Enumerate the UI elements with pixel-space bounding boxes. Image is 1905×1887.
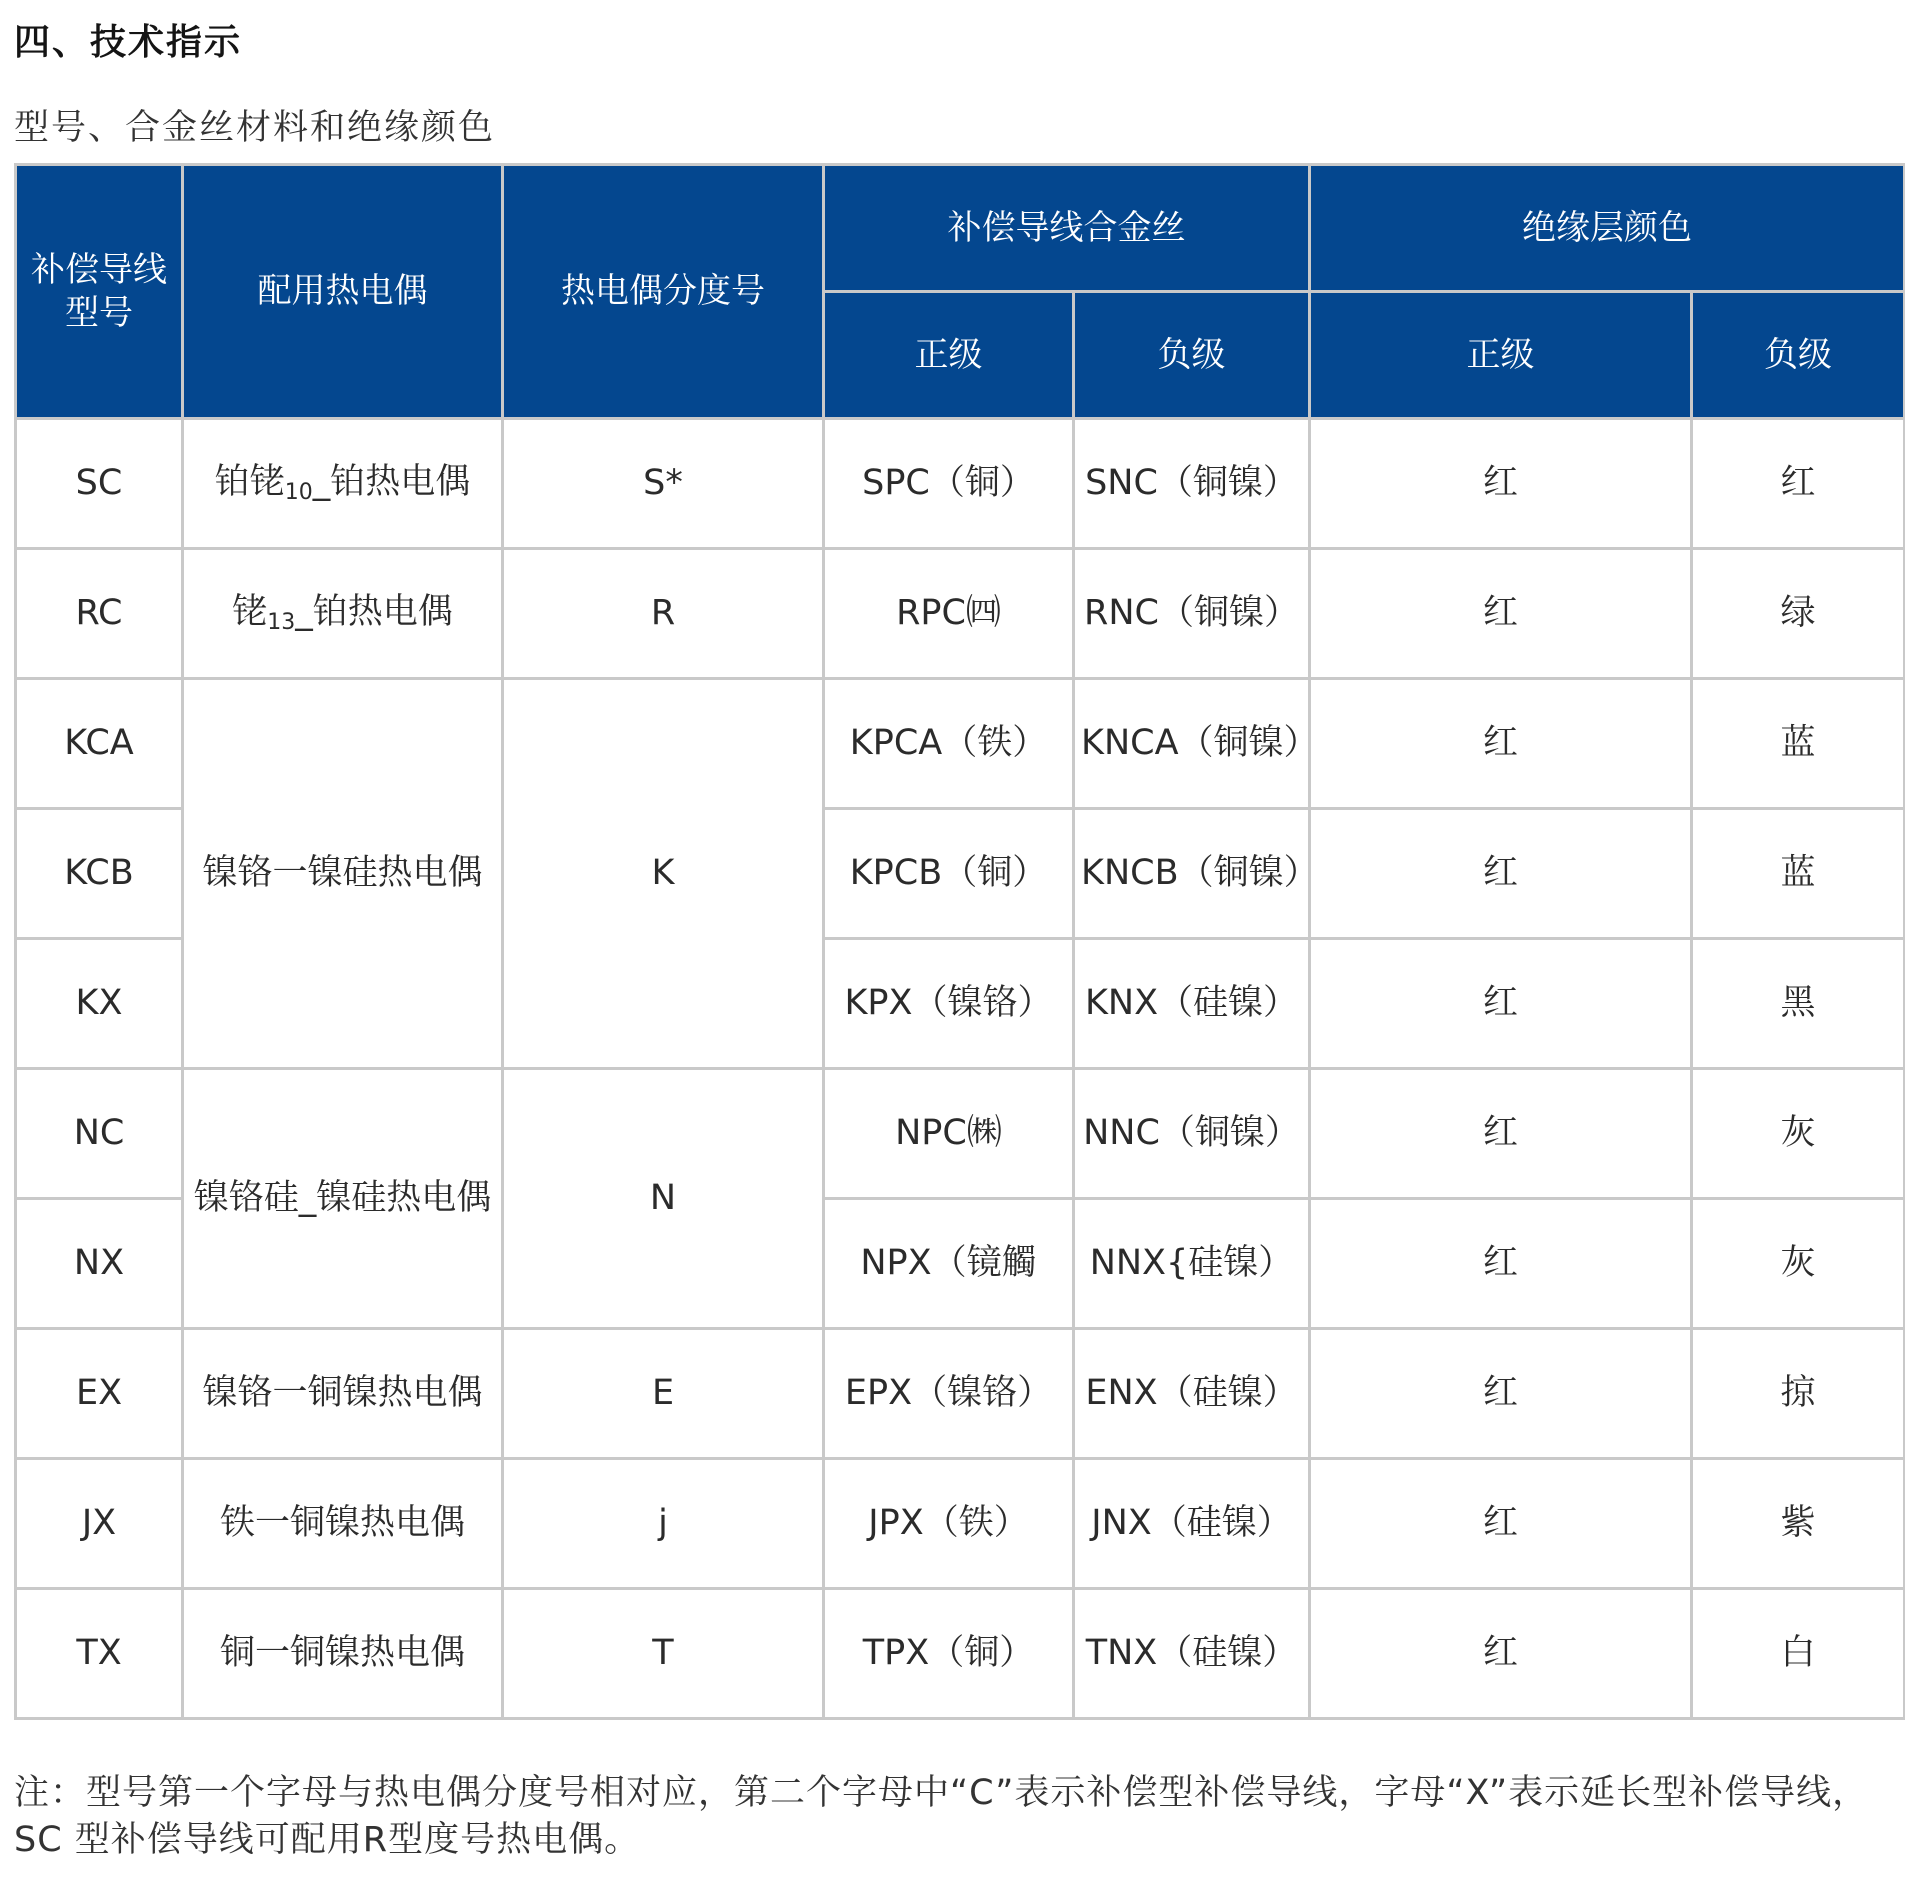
cell-alloy-negative: RNC（铜镍） (1074, 549, 1310, 679)
header-thermocouple: 配用热电偶 (183, 165, 503, 419)
cell-alloy-positive: JPX（铁） (824, 1459, 1074, 1589)
cell-color-negative: 紫 (1692, 1459, 1905, 1589)
thermocouple-subscript: 10 (284, 479, 313, 505)
cell-model: KCB (16, 809, 183, 939)
cell-graduation-n-group: N (503, 1069, 824, 1329)
thermocouple-subscript: 13 (267, 609, 296, 635)
cell-alloy-negative: NNX{硅镍） (1074, 1199, 1310, 1329)
cell-graduation: T (503, 1589, 824, 1719)
cell-color-positive: 红 (1310, 419, 1692, 549)
header-alloy-negative: 负级 (1074, 292, 1310, 419)
cell-thermocouple (183, 419, 503, 549)
header-color-positive: 正级 (1310, 292, 1692, 419)
cell-color-negative: 灰 (1692, 1069, 1905, 1199)
cell-color-positive: 红 (1310, 1459, 1692, 1589)
header-alloy-group: 补偿导线合金丝 (824, 165, 1310, 292)
cell-alloy-positive: SPC（铜） (824, 419, 1074, 549)
cell-color-positive: 红 (1310, 1589, 1692, 1719)
cell-color-negative: 绿 (1692, 549, 1905, 679)
cell-color-positive: 红 (1310, 939, 1692, 1069)
thermocouple-tail: _铂热电偶 (295, 591, 453, 632)
cell-thermocouple: 铁一铜镍热电偶 (183, 1459, 503, 1589)
cell-color-positive: 红 (1310, 1199, 1692, 1329)
cell-model: SC (16, 419, 183, 549)
cell-thermocouple (183, 549, 503, 679)
cell-model: RC (16, 549, 183, 679)
cell-alloy-negative: KNCB（铜镍） (1074, 809, 1310, 939)
cell-alloy-negative: ENX（硅镍） (1074, 1329, 1310, 1459)
cell-alloy-positive: NPX（镜觸 (824, 1199, 1074, 1329)
cell-alloy-negative: NNC（铜镍） (1074, 1069, 1310, 1199)
cell-alloy-positive: TPX（铜） (824, 1589, 1074, 1719)
cell-model: KCA (16, 679, 183, 809)
header-graduation: 热电偶分度号 (503, 165, 824, 419)
cell-model: TX (16, 1589, 183, 1719)
cell-thermocouple: 铜一铜镍热电偶 (183, 1589, 503, 1719)
cell-model: JX (16, 1459, 183, 1589)
cell-color-positive: 红 (1310, 1329, 1692, 1459)
cell-color-negative: 灰 (1692, 1199, 1905, 1329)
cell-color-negative: 黑 (1692, 939, 1905, 1069)
table-row (16, 679, 1905, 809)
table-caption: 型号、合金丝材料和绝缘颜色 (14, 108, 496, 148)
cell-alloy-positive: KPCB（铜） (824, 809, 1074, 939)
cell-color-positive: 红 (1310, 679, 1692, 809)
cell-color-negative: 蓝 (1692, 679, 1905, 809)
cell-model: NC (16, 1069, 183, 1199)
compensation-wire-spec-table (14, 163, 1905, 1720)
table-body (16, 419, 1905, 1719)
cell-alloy-positive: KPX（镍铬） (824, 939, 1074, 1069)
cell-model: NX (16, 1199, 183, 1329)
cell-color-positive: 红 (1310, 1069, 1692, 1199)
header-insulation-group: 绝缘层颜色 (1310, 165, 1905, 292)
table-row (16, 1589, 1905, 1719)
thermocouple-main: 铑 (232, 591, 268, 632)
cell-graduation: S* (503, 419, 824, 549)
cell-graduation: R (503, 549, 824, 679)
cell-color-negative: 白 (1692, 1589, 1905, 1719)
cell-alloy-negative: SNC（铜镍） (1074, 419, 1310, 549)
cell-alloy-positive: RPC㈣ (824, 549, 1074, 679)
cell-alloy-positive: KPCA（铁） (824, 679, 1074, 809)
cell-model: KX (16, 939, 183, 1069)
cell-thermocouple-n-group: 镍铬硅_镍硅热电偶 (183, 1069, 503, 1329)
cell-alloy-positive: EPX（镍铬） (824, 1329, 1074, 1459)
cell-color-negative: 红 (1692, 419, 1905, 549)
cell-alloy-negative: JNX（硅镍） (1074, 1459, 1310, 1589)
section-heading: 四、技术指示 (14, 22, 243, 63)
header-alloy-positive: 正级 (824, 292, 1074, 419)
cell-color-negative: 蓝 (1692, 809, 1905, 939)
thermocouple-tail: _铂热电偶 (312, 461, 471, 502)
cell-alloy-negative: TNX（硅镍） (1074, 1589, 1310, 1719)
cell-color-positive: 红 (1310, 549, 1692, 679)
cell-alloy-negative: KNCA（铜镍） (1074, 679, 1310, 809)
cell-graduation-k-group: K (503, 679, 824, 1069)
cell-color-positive: 红 (1310, 809, 1692, 939)
cell-thermocouple: 镍铬一铜镍热电偶 (183, 1329, 503, 1459)
cell-thermocouple-k-group: 镍铬一镍硅热电偶 (183, 679, 503, 1069)
table-row (16, 1069, 1905, 1199)
table-row (16, 419, 1905, 549)
table-header (16, 165, 1905, 419)
table-row (16, 1459, 1905, 1589)
table-row (16, 549, 1905, 679)
cell-alloy-negative: KNX（硅镍） (1074, 939, 1310, 1069)
cell-graduation: E (503, 1329, 824, 1459)
thermocouple-main: 铂铑 (214, 461, 285, 502)
header-color-negative: 负级 (1692, 292, 1905, 419)
cell-alloy-positive: NPC㈱ (824, 1069, 1074, 1199)
table-row (16, 1329, 1905, 1459)
header-model: 补偿导线型号 (16, 165, 183, 419)
cell-model: EX (16, 1329, 183, 1459)
cell-graduation: j (503, 1459, 824, 1589)
footnote: 注：型号第一个字母与热电偶分度号相对应，第二个字母中“C”表示补偿型补偿导线，字母“X”表示延长型补偿导线，SC 型补偿导线可配用R型度号热电偶。 (14, 1773, 1869, 1860)
cell-color-negative: 掠 (1692, 1329, 1905, 1459)
